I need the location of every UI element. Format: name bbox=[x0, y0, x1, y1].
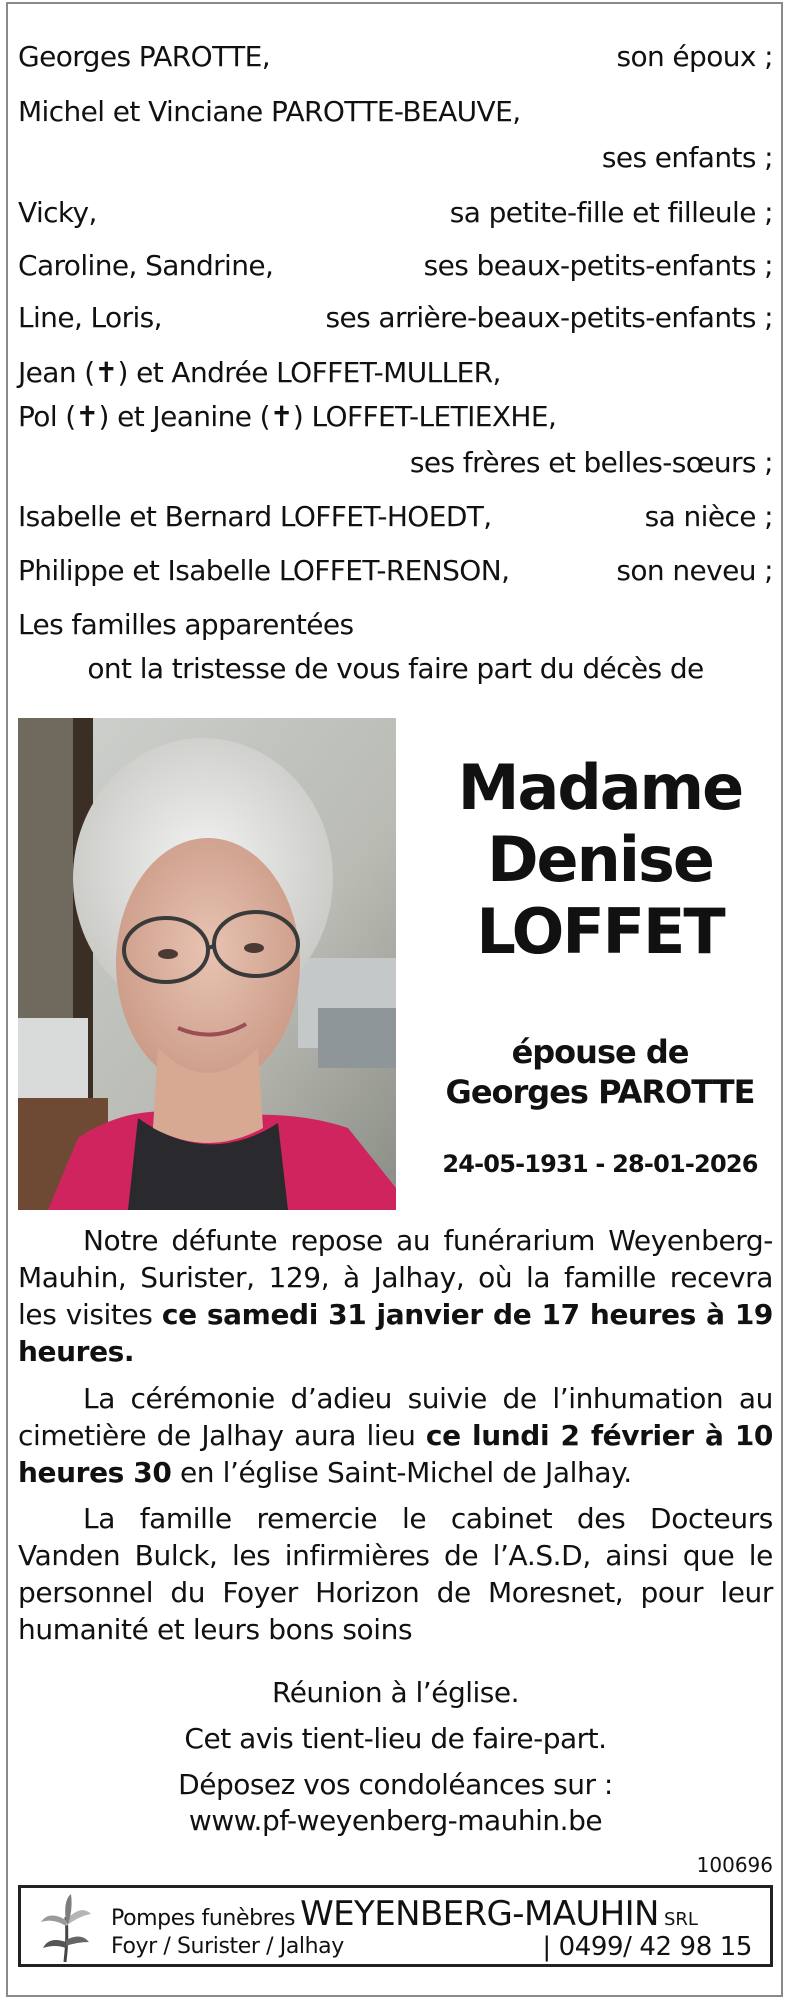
lily-flower-icon bbox=[35, 1892, 97, 1964]
family-name: Isabelle et Bernard LOFFET-HOEDT, bbox=[18, 500, 492, 533]
footer-locations: Foyr / Surister / Jalhay bbox=[111, 1934, 344, 1959]
footer-company: WEYENBERG-MAUHIN bbox=[300, 1894, 659, 1934]
family-name: Line, Loris, bbox=[18, 301, 162, 334]
family-relation: ses frères et belles-sœurs ; bbox=[409, 446, 773, 479]
closing-line: Déposez vos condoléances sur : bbox=[178, 1768, 613, 1801]
family-name: Georges PAROTTE, bbox=[18, 40, 271, 73]
closing-line: Cet avis tient-lieu de faire-part. bbox=[184, 1722, 607, 1755]
family-relation: son époux ; bbox=[616, 40, 773, 73]
cross-icon: ✝ bbox=[270, 400, 293, 433]
footer-phone[interactable]: | 0499/ 42 98 15 bbox=[542, 1932, 752, 1962]
family-relation: ses beaux-petits-enfants ; bbox=[423, 249, 773, 282]
reference-number: 100696 bbox=[696, 1853, 773, 1877]
cross-icon: ✝ bbox=[75, 400, 99, 433]
website-link[interactable]: www.pf-weyenberg-mauhin.be bbox=[188, 1804, 603, 1837]
deceased-name-block bbox=[420, 752, 780, 968]
deceased-title: Madame bbox=[457, 751, 743, 824]
portrait-photo bbox=[18, 718, 396, 1210]
family-relation: ses arrière-beaux-petits-enfants ; bbox=[325, 301, 773, 334]
funeral-home-footer bbox=[18, 1885, 773, 1967]
family-name: Philippe et Isabelle LOFFET-RENSON, bbox=[18, 554, 510, 587]
paragraph-thanks: La famille remercie le cabinet des Docteurs Vanden Bulck, les infirmières de l’A.S.D, ainsi que le personnel du Foyer Horizon de Moresnet, pour leur humanité et leurs bons soins bbox=[18, 1502, 773, 1646]
footer-suffix: SRL bbox=[663, 1909, 698, 1930]
deceased-first-name: Denise bbox=[487, 823, 713, 896]
spouse-block bbox=[420, 1032, 780, 1112]
family-name: Michel et Vinciane PAROTTE-BEAUVE, bbox=[18, 95, 521, 128]
spouse-label: épouse de bbox=[511, 1033, 689, 1071]
family-relation: sa nièce ; bbox=[644, 500, 773, 533]
life-dates: 24-05-1931 - 28-01-2026 bbox=[442, 1150, 758, 1178]
closing-line: Réunion à l’église. bbox=[272, 1676, 519, 1709]
cross-icon: ✝ bbox=[94, 356, 118, 389]
family-name: Caroline, Sandrine, bbox=[18, 249, 274, 282]
spouse-name: Georges PAROTTE bbox=[445, 1073, 755, 1111]
footer-prefix: Pompes funèbres bbox=[111, 1906, 296, 1931]
family-relation: ses enfants ; bbox=[601, 141, 773, 174]
paragraph-visitation: Notre défunte repose au funérarium Weyenberg-Mauhin, Surister, 129, à Jalhay, où la famille recevra les visites ce samedi 31 janvier de 17 heures à 19 heures. bbox=[18, 1224, 773, 1368]
family-name: Vicky, bbox=[18, 196, 97, 229]
family-relation: sa petite-fille et filleule ; bbox=[449, 196, 773, 229]
deceased-last-name: LOFFET bbox=[476, 895, 724, 968]
intro-line: ont la tristesse de vous faire part du décès de bbox=[87, 652, 704, 685]
paragraph-ceremony: La cérémonie d’adieu suivie de l’inhumation au cimetière de Jalhay aura lieu ce lundi 2 février à 10 heures 30 en l’église Saint-Michel de Jalhay. bbox=[18, 1382, 773, 1489]
family-relation: son neveu ; bbox=[616, 554, 773, 587]
